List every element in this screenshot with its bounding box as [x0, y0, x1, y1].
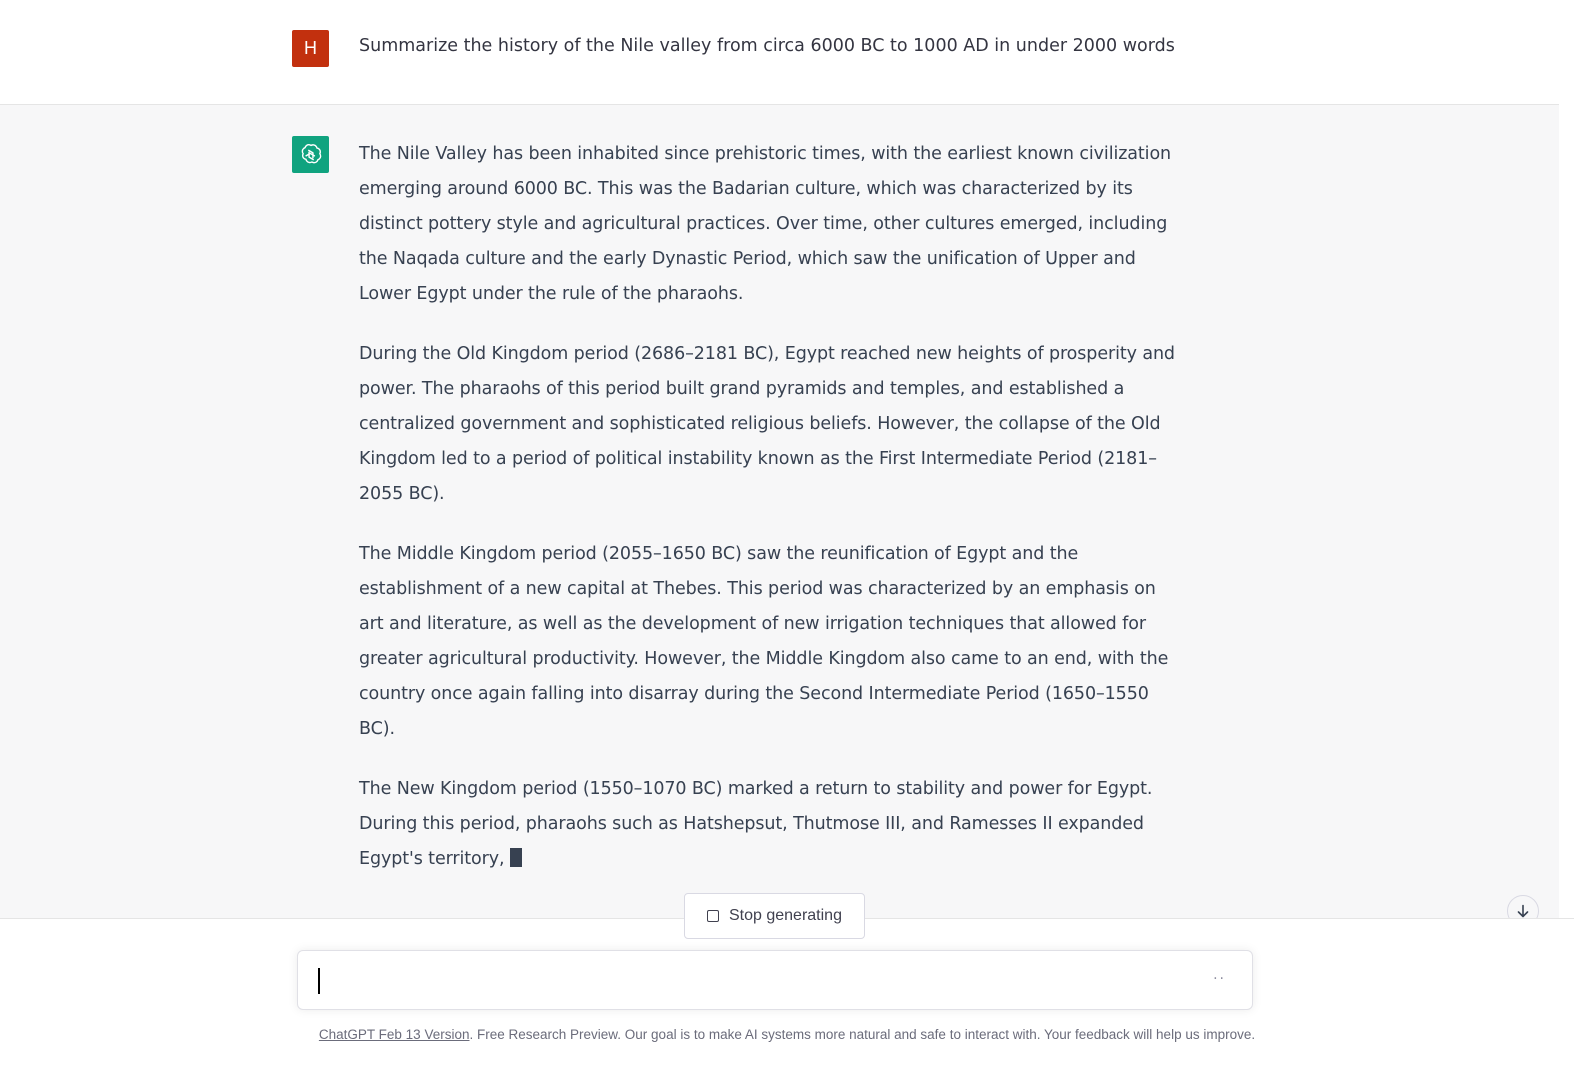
user-message-text: Summarize the history of the Nile valley from circa 6000 BC to 1000 AD in under 2000 words	[359, 36, 1175, 56]
stop-generating-button[interactable]	[684, 893, 865, 939]
openai-logo-icon	[298, 142, 324, 168]
text-caret	[318, 968, 320, 994]
assistant-paragraph: The Nile Valley has been inhabited since prehistoric times, with the earliest known civilization emerging around 6000 BC. This was the Badarian culture, which was characterized by its distinct pottery style and agricultural practices. Over time, other cultures emerged, including the Naqada culture and the early Dynastic Period, which saw the unification of Upper and Lower Egypt under the rule of the pharaohs.	[359, 144, 1172, 304]
user-message-row	[0, 0, 1559, 105]
message-input[interactable]	[318, 967, 1198, 995]
assistant-message-text	[359, 137, 1179, 902]
loading-dots-icon: ··	[1213, 971, 1226, 987]
assistant-avatar	[292, 136, 329, 173]
stop-square-icon	[707, 910, 719, 922]
assistant-message-row	[0, 105, 1559, 918]
stop-generating-label: Stop generating	[729, 907, 842, 924]
footer	[0, 1027, 1574, 1042]
assistant-paragraph: The Middle Kingdom period (2055–1650 BC) saw the reunification of Egypt and the establishment of a new capital at Thebes. This period was characterized by an emphasis on art and literature, as well as the development of new irrigation techniques that allowed for greater agricultural productivity. However, the Middle Kingdom also came to an end, with the country once again falling into disarray during the Second Intermediate Period (1650–1550 BC).	[359, 544, 1169, 739]
streaming-cursor	[510, 848, 522, 867]
assistant-paragraph-streaming	[359, 772, 1179, 877]
version-link[interactable]: ChatGPT Feb 13 Version	[318, 1027, 470, 1042]
assistant-paragraph-text: The New Kingdom period (1550–1070 BC) marked a return to stability and power for Egypt. During this period, pharaohs such as Hatshepsut, Thutmose III, and Ramesses II expanded Egypt's territory,	[359, 779, 1153, 869]
user-avatar: H	[292, 30, 329, 67]
message-input-box[interactable]	[297, 950, 1253, 1010]
arrow-down-icon	[1515, 903, 1531, 919]
assistant-paragraph: During the Old Kingdom period (2686–2181 BC), Egypt reached new heights of prosperity and power. The pharaohs of this period built grand pyramids and temples, and established a centralized government and sophisticated religious beliefs. However, the collapse of the Old Kingdom led to a period of political instability known as the First Intermediate Period (2181–2055 BC).	[359, 344, 1175, 504]
scrollbar[interactable]	[1559, 0, 1574, 918]
footer-text: . Free Research Preview. Our goal is to make AI systems more natural and safe to interact with. Your feedback will help us improve.	[469, 1027, 1256, 1042]
